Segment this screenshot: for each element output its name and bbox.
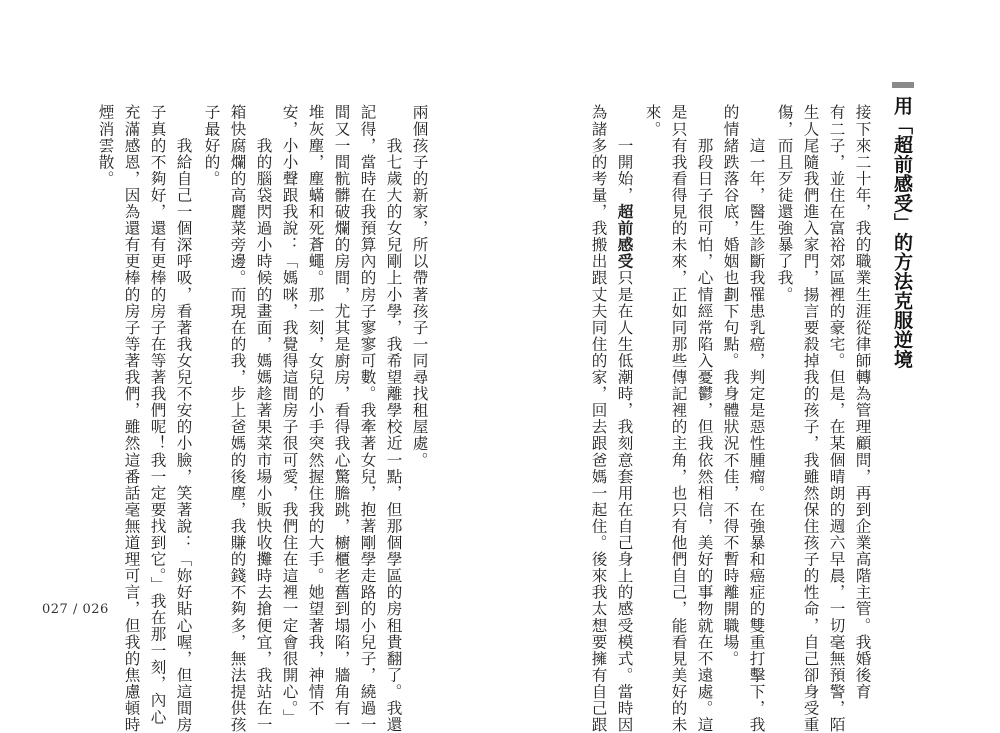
text-column: 堆灰塵，塵蟎和死蒼蠅。那一刻，女兒的小手突然握住我的大手。她望著我，神情不 bbox=[306, 104, 325, 717]
text-column bbox=[616, 104, 632, 733]
heading-marker-bar bbox=[892, 82, 914, 88]
section-heading bbox=[891, 82, 916, 369]
text-column: 充滿感恩，因為還有更棒的房子等著我們，雖然這番話毫無道理可言，但我的焦慮頓時 bbox=[122, 104, 141, 733]
text-column: 子最好的。 bbox=[202, 104, 221, 187]
section-title-emphasis: 超前感受 bbox=[891, 135, 913, 213]
text-column: 為諸多的考量，我搬出跟丈夫同住的家，回去跟爸媽一起住。後來我太想要擁有自己跟 bbox=[589, 104, 608, 733]
text-column: 煙消雲散。 bbox=[96, 104, 115, 187]
text-column: 我給自己一個深呼吸，看著我女兒不安的小臉，笑著說：「妳好貼心喔，但這間房 bbox=[174, 104, 193, 733]
section-title-start: 用「 bbox=[891, 96, 913, 135]
text-column: 接下來二十年，我的職業生涯從律師轉為管理顧問，再到企業高階主管。我婚後育 bbox=[853, 104, 872, 700]
text-column: 有二子，並住在富裕郊區裡的豪宅。但是，在某個晴朗的週六早晨，一切毫無預警，陌 bbox=[827, 104, 846, 733]
text-column: 間又一間骯髒破爛的房間，尤其是廚房，看得我心驚膽跳，櫥櫃老舊到塌陷，牆角有一 bbox=[332, 104, 351, 733]
text-run: 只是在人生低潮時，我刻意套用在自己身上的感受模式。當時因 bbox=[615, 269, 634, 733]
text-column: 兩個孩子的新家，所以帶著孩子一同尋找租屋處。 bbox=[410, 104, 429, 469]
emphasis-term: 超前感受 bbox=[615, 203, 634, 270]
text-column: 箱快腐爛的高麗菜旁邊。而現在的我，步上爸媽的後塵，我賺的錢不夠多，無法提供孩 bbox=[228, 104, 247, 733]
text-column: 是只有我看得見的未來，正如同那些傳記裡的主角，也只有他們自己，能看見美好的未 bbox=[669, 104, 688, 733]
section-title-end: 」的方法克服逆境 bbox=[891, 213, 913, 369]
text-column: 傷，而且歹徒還強暴了我。 bbox=[775, 104, 794, 303]
text-column: 來。 bbox=[643, 104, 662, 138]
text-column: 子真的不夠好，還有更棒的房子在等著我們呢！我一定要找到它。」我在那一刻，內心 bbox=[148, 104, 167, 726]
text-column: 安，小小聲跟我說：「媽咪，我覺得這間房子很可愛，我們住在這裡一定會很開心。」 bbox=[280, 104, 299, 726]
text-column: 生人尾隨我們進入家門，揚言要殺掉我的孩子，我雖然保住孩子的性命，自己卻身受重 bbox=[801, 104, 820, 733]
text-column: 那段日子很可怕，心情經常陷入憂鬱，但我依然相信，美好的事物就在不遠處。這 bbox=[695, 104, 714, 733]
section-title bbox=[892, 96, 911, 369]
page-number: 027 / 026 bbox=[42, 602, 109, 617]
text-run: 一開始， bbox=[615, 104, 634, 204]
text-column: 這一年，醫生診斷我罹患乳癌，判定是惡性腫瘤。在強暴和癌症的雙重打擊下，我 bbox=[747, 104, 766, 733]
text-column: 我七歲大的女兒剛上小學，我希望離學校近一點，但那個學區的房租貴翻了。我還 bbox=[384, 104, 403, 733]
text-column: 的情緒跌落谷底，婚姻也劃下句點。我身體狀況不佳，不得不暫時離開職場。 bbox=[721, 104, 740, 667]
text-column: 我的腦袋閃過小時候的畫面，媽媽趁著果菜市場小販快收攤時去搶便宜，我站在一 bbox=[254, 104, 273, 733]
text-column: 記得，當時在我預算內的房子寥寥可數。我牽著女兒，抱著剛學走路的小兒子，繞過一 bbox=[358, 104, 377, 733]
